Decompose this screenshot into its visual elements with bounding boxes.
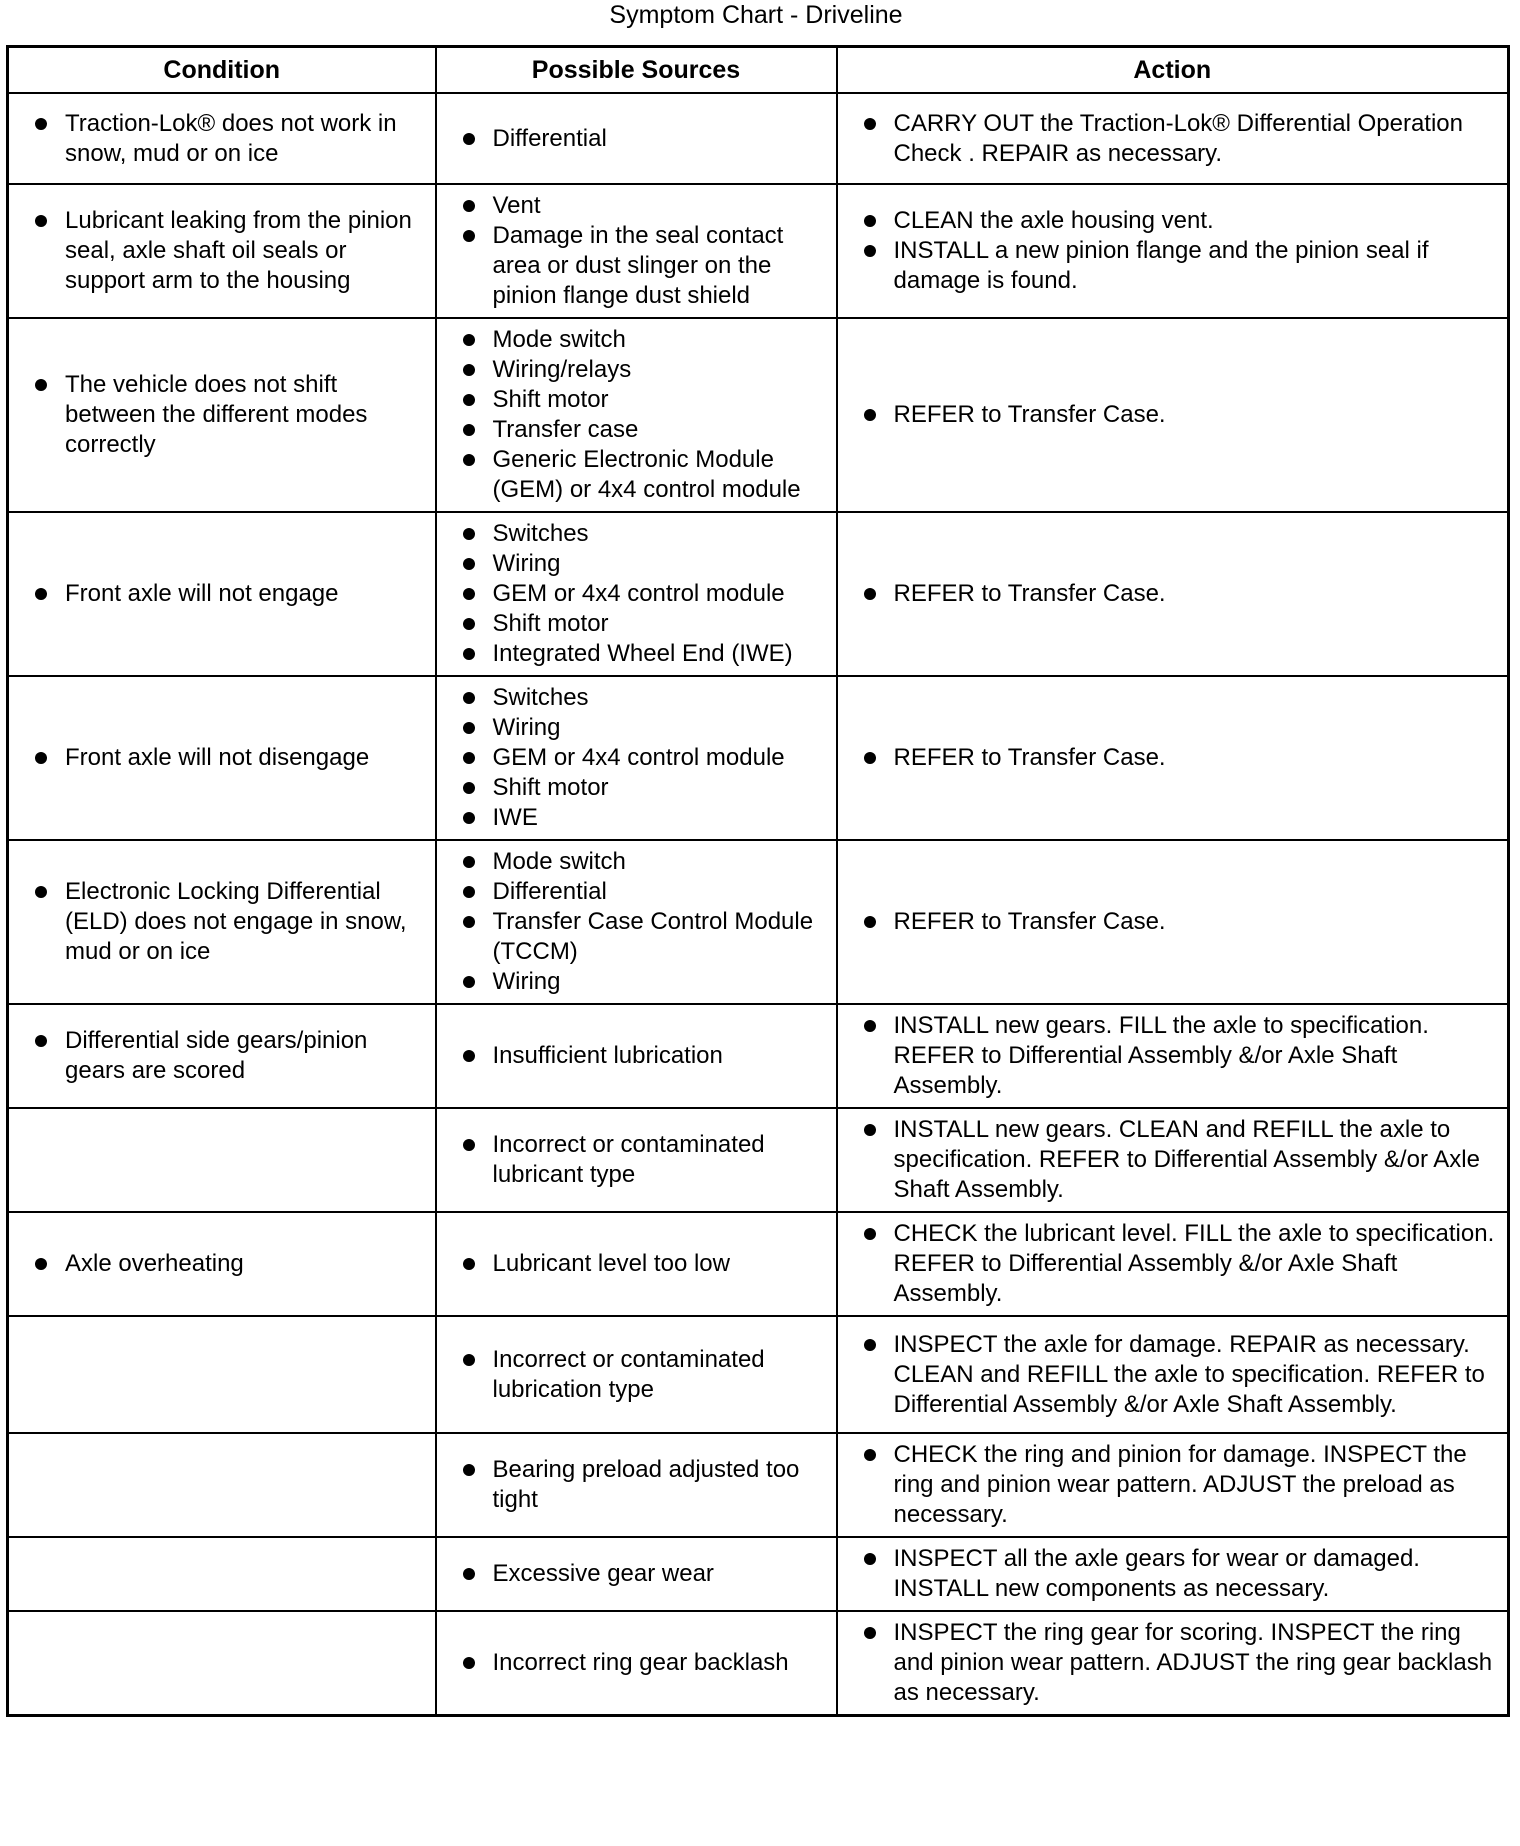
bullet-item: Insufficient lubrication: [437, 1041, 826, 1071]
bullet-item: INSPECT all the axle gears for wear or damaged. INSTALL new components as necessary.: [838, 1544, 1498, 1604]
bullet-item: INSPECT the axle for damage. REPAIR as necessary. CLEAN and REFILL the axle to specification. REFER to Differential Assembly &/or Axle Shaft Assembly.: [838, 1330, 1498, 1420]
action-cell: [837, 1433, 1509, 1537]
sources-cell: [436, 318, 837, 512]
bullet-item: Shift motor: [437, 385, 826, 415]
bullet-item: Switches: [437, 683, 826, 713]
bullet-list: [9, 1026, 425, 1086]
table-row: [8, 676, 1509, 840]
sources-cell: [436, 1537, 837, 1611]
condition-cell: [8, 318, 436, 512]
bullet-list: [838, 1115, 1498, 1205]
action-cell: [837, 93, 1509, 184]
bullet-list: [437, 1041, 826, 1071]
bullet-item: Electronic Locking Differential (ELD) does not engage in snow, mud or on ice: [9, 877, 425, 967]
condition-cell: [8, 93, 436, 184]
bullet-item: REFER to Transfer Case.: [838, 907, 1498, 937]
condition-cell: [8, 1004, 436, 1108]
bullet-list: [9, 743, 425, 773]
bullet-list: [838, 1011, 1498, 1101]
bullet-list: [838, 907, 1498, 937]
sources-cell: [436, 184, 837, 318]
bullet-list: [838, 1544, 1498, 1604]
bullet-list: [9, 109, 425, 169]
sources-cell: [436, 1433, 837, 1537]
bullet-item: GEM or 4x4 control module: [437, 579, 826, 609]
bullet-list: [437, 325, 826, 505]
bullet-item: Traction-Lok® does not work in snow, mud or on ice: [9, 109, 425, 169]
action-cell: [837, 676, 1509, 840]
sources-cell: [436, 93, 837, 184]
bullet-item: Mode switch: [437, 847, 826, 877]
table-row: [8, 1212, 1509, 1316]
table-row: [8, 840, 1509, 1004]
chart-caption: Symptom Chart - Driveline: [609, 1, 903, 29]
bullet-list: [437, 847, 826, 997]
action-cell: [837, 1537, 1509, 1611]
action-cell: [837, 1316, 1509, 1433]
bullet-list: [437, 1130, 826, 1190]
sources-cell: [436, 1212, 837, 1316]
table-row: [8, 512, 1509, 676]
bullet-item: INSPECT the ring gear for scoring. INSPECT the ring and pinion wear pattern. ADJUST the ring gear backlash as necessary.: [838, 1618, 1498, 1708]
bullet-item: Lubricant leaking from the pinion seal, axle shaft oil seals or support arm to the housing: [9, 206, 425, 296]
bullet-list: [437, 519, 826, 669]
bullet-list: [838, 400, 1498, 430]
bullet-item: Shift motor: [437, 773, 826, 803]
bullet-item: Front axle will not engage: [9, 579, 425, 609]
bullet-list: [437, 1455, 826, 1515]
bullet-list: [838, 1219, 1498, 1309]
condition-cell: [8, 1537, 436, 1611]
condition-cell: [8, 1433, 436, 1537]
bullet-list: [437, 1648, 826, 1678]
header-possible-sources: Possible Sources: [436, 47, 837, 94]
bullet-item: Wiring/relays: [437, 355, 826, 385]
bullet-item: CLEAN the axle housing vent.: [838, 206, 1498, 236]
bullet-list: [838, 1330, 1498, 1420]
action-cell: [837, 318, 1509, 512]
bullet-item: INSTALL a new pinion flange and the pinion seal if damage is found.: [838, 236, 1498, 296]
bullet-item: Excessive gear wear: [437, 1559, 826, 1589]
condition-cell: [8, 1316, 436, 1433]
bullet-item: Transfer case: [437, 415, 826, 445]
table-row: [8, 184, 1509, 318]
chart-body: [8, 93, 1509, 1716]
bullet-item: Differential side gears/pinion gears are scored: [9, 1026, 425, 1086]
bullet-item: Differential: [437, 124, 826, 154]
bullet-item: CHECK the ring and pinion for damage. INSPECT the ring and pinion wear pattern. ADJUST the preload as necessary.: [838, 1440, 1498, 1530]
header-action: Action: [837, 47, 1509, 94]
bullet-item: Differential: [437, 877, 826, 907]
bullet-item: Wiring: [437, 713, 826, 743]
header-condition: Condition: [8, 47, 436, 94]
condition-cell: [8, 676, 436, 840]
condition-cell: [8, 840, 436, 1004]
bullet-item: REFER to Transfer Case.: [838, 579, 1498, 609]
bullet-list: [838, 1440, 1498, 1530]
bullet-list: [437, 683, 826, 833]
action-cell: [837, 1108, 1509, 1212]
sources-cell: [436, 676, 837, 840]
condition-cell: [8, 1611, 436, 1716]
bullet-item: Shift motor: [437, 609, 826, 639]
sources-cell: [436, 512, 837, 676]
condition-cell: [8, 1212, 436, 1316]
bullet-item: Wiring: [437, 549, 826, 579]
condition-cell: [8, 184, 436, 318]
bullet-item: Incorrect or contaminated lubrication type: [437, 1345, 826, 1405]
bullet-list: [437, 1559, 826, 1589]
bullet-item: IWE: [437, 803, 826, 833]
bullet-list: [9, 206, 425, 296]
sources-cell: [436, 840, 837, 1004]
condition-cell: [8, 1108, 436, 1212]
bullet-item: Vent: [437, 191, 826, 221]
bullet-item: Mode switch: [437, 325, 826, 355]
bullet-list: [838, 206, 1498, 296]
bullet-item: INSTALL new gears. CLEAN and REFILL the axle to specification. REFER to Differential Assembly &/or Axle Shaft Assembly.: [838, 1115, 1498, 1205]
table-row: [8, 1108, 1509, 1212]
sources-cell: [436, 1316, 837, 1433]
bullet-list: [838, 579, 1498, 609]
bullet-item: REFER to Transfer Case.: [838, 743, 1498, 773]
bullet-item: Incorrect ring gear backlash: [437, 1648, 826, 1678]
bullet-item: Lubricant level too low: [437, 1249, 826, 1279]
bullet-list: [838, 743, 1498, 773]
bullet-item: Wiring: [437, 967, 826, 997]
sources-cell: [436, 1004, 837, 1108]
bullet-item: Incorrect or contaminated lubricant type: [437, 1130, 826, 1190]
bullet-item: Switches: [437, 519, 826, 549]
bullet-list: [838, 109, 1498, 169]
sources-cell: [436, 1108, 837, 1212]
bullet-list: [437, 191, 826, 311]
bullet-item: INSTALL new gears. FILL the axle to specification. REFER to Differential Assembly &/or Axle Shaft Assembly.: [838, 1011, 1498, 1101]
bullet-item: Bearing preload adjusted too tight: [437, 1455, 826, 1515]
bullet-list: [9, 579, 425, 609]
symptom-chart-table: [6, 45, 1510, 1717]
action-cell: [837, 1212, 1509, 1316]
table-row: [8, 1004, 1509, 1108]
action-cell: [837, 840, 1509, 1004]
action-cell: [837, 1611, 1509, 1716]
action-cell: [837, 512, 1509, 676]
bullet-item: Generic Electronic Module (GEM) or 4x4 control module: [437, 445, 826, 505]
table-row: [8, 93, 1509, 184]
sources-cell: [436, 1611, 837, 1716]
bullet-item: Damage in the seal contact area or dust slinger on the pinion flange dust shield: [437, 221, 826, 311]
header-row: [8, 47, 1509, 94]
bullet-item: Integrated Wheel End (IWE): [437, 639, 826, 669]
table-row: [8, 1316, 1509, 1433]
bullet-list: [437, 1345, 826, 1405]
table-row: [8, 318, 1509, 512]
table-row: [8, 1433, 1509, 1537]
bullet-item: GEM or 4x4 control module: [437, 743, 826, 773]
table-row: [8, 1537, 1509, 1611]
condition-cell: [8, 512, 436, 676]
bullet-list: [9, 370, 425, 460]
bullet-list: [838, 1618, 1498, 1708]
bullet-item: Front axle will not disengage: [9, 743, 425, 773]
bullet-item: CHECK the lubricant level. FILL the axle to specification. REFER to Differential Assembly &/or Axle Shaft Assembly.: [838, 1219, 1498, 1309]
bullet-item: REFER to Transfer Case.: [838, 400, 1498, 430]
bullet-item: Axle overheating: [9, 1249, 425, 1279]
bullet-list: [9, 1249, 425, 1279]
bullet-item: The vehicle does not shift between the different modes correctly: [9, 370, 425, 460]
table-row: [8, 1611, 1509, 1716]
bullet-item: CARRY OUT the Traction-Lok® Differential Operation Check . REPAIR as necessary.: [838, 109, 1498, 169]
action-cell: [837, 184, 1509, 318]
bullet-list: [437, 124, 826, 154]
bullet-item: Transfer Case Control Module (TCCM): [437, 907, 826, 967]
bullet-list: [9, 877, 425, 967]
bullet-list: [437, 1249, 826, 1279]
action-cell: [837, 1004, 1509, 1108]
